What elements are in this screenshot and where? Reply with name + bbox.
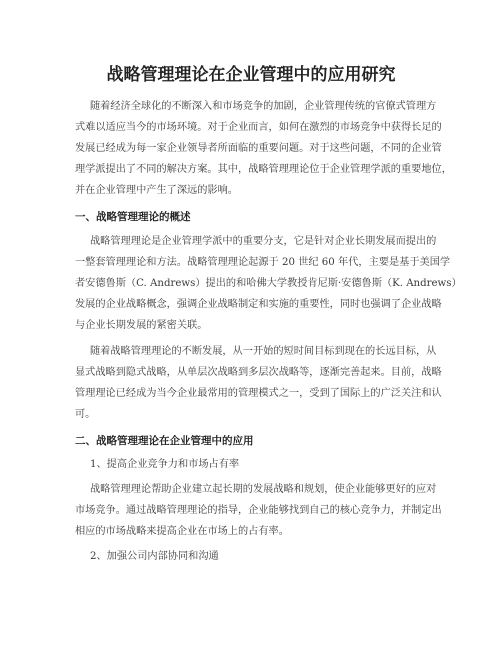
section-heading: 一、战略管理理论的概述	[75, 211, 191, 223]
paragraph-line: 显式战略到隐式战略，从单层次战略到多层次战略等，逐渐完善起来。目前，战略	[75, 367, 442, 378]
paragraph-line: 管理理论已经成为当今企业最常用的管理模式之一，受到了国际上的广泛关注和认	[75, 388, 442, 399]
list-item-title: 1、提高企业竞争力和市场占有率	[90, 459, 240, 470]
paragraph-line: 战略管理理论是企业管理学派中的重要分支，它是针对企业长期发展而提出的	[90, 236, 437, 247]
intro-line: 并在企业管理中产生了深远的影响。	[75, 185, 238, 196]
paragraph-line: 发展的企业战略概念，强调企业战略制定和实施的重要性，同时也强调了企业战略	[75, 299, 442, 310]
intro-line: 式难以适应当今的市场环境。对于企业而言，如何在激烈的市场竞争中获得长足的	[75, 122, 442, 133]
paragraph-line: 可。	[75, 409, 96, 420]
paragraph-line: 战略管理理论帮助企业建立起长期的发展战略和规划，使企业能够更好的应对	[90, 484, 437, 495]
section-heading: 二、战略管理理论在企业管理中的应用	[75, 435, 254, 447]
paragraph-line: 随着战略管理理论的不断发展，从一开始的短时间目标到现在的长远目标，从	[90, 346, 437, 357]
paragraph-line: 市场竞争。通过战略管理理论的指导，企业能够找到自己的核心竞争力，并制定出	[75, 505, 442, 516]
paragraph-line: 一整套管理理论和方法。战略管理理论起源于 20 世纪 60 年代，主要是基于美国学	[75, 257, 451, 268]
list-item-title: 2、加强公司内部协同和沟通	[90, 551, 219, 562]
document-title: 战略管理理论在企业管理中的应用研究	[106, 65, 396, 85]
intro-line: 理学派提出了不同的解决方案。其中，战略管理理论位于企业管理学派的重要地位，	[75, 164, 452, 175]
intro-line: 随着经济全球化的不断深入和市场竞争的加剧，企业管理传统的官僚式管理方	[90, 101, 437, 112]
paragraph-line: 相应的市场战略来提高企业在市场上的占有率。	[75, 526, 289, 537]
paragraph-line: 与企业长期发展的紧密关联。	[75, 320, 208, 331]
paragraph-line: 者安德鲁斯（C. Andrews）提出的和哈佛大学教授肯尼斯·安德鲁斯（K. Andrews）	[75, 278, 462, 289]
intro-line: 发展已经成为每一家企业领导者所面临的重要问题。对于这些问题，不同的企业管	[75, 143, 442, 154]
